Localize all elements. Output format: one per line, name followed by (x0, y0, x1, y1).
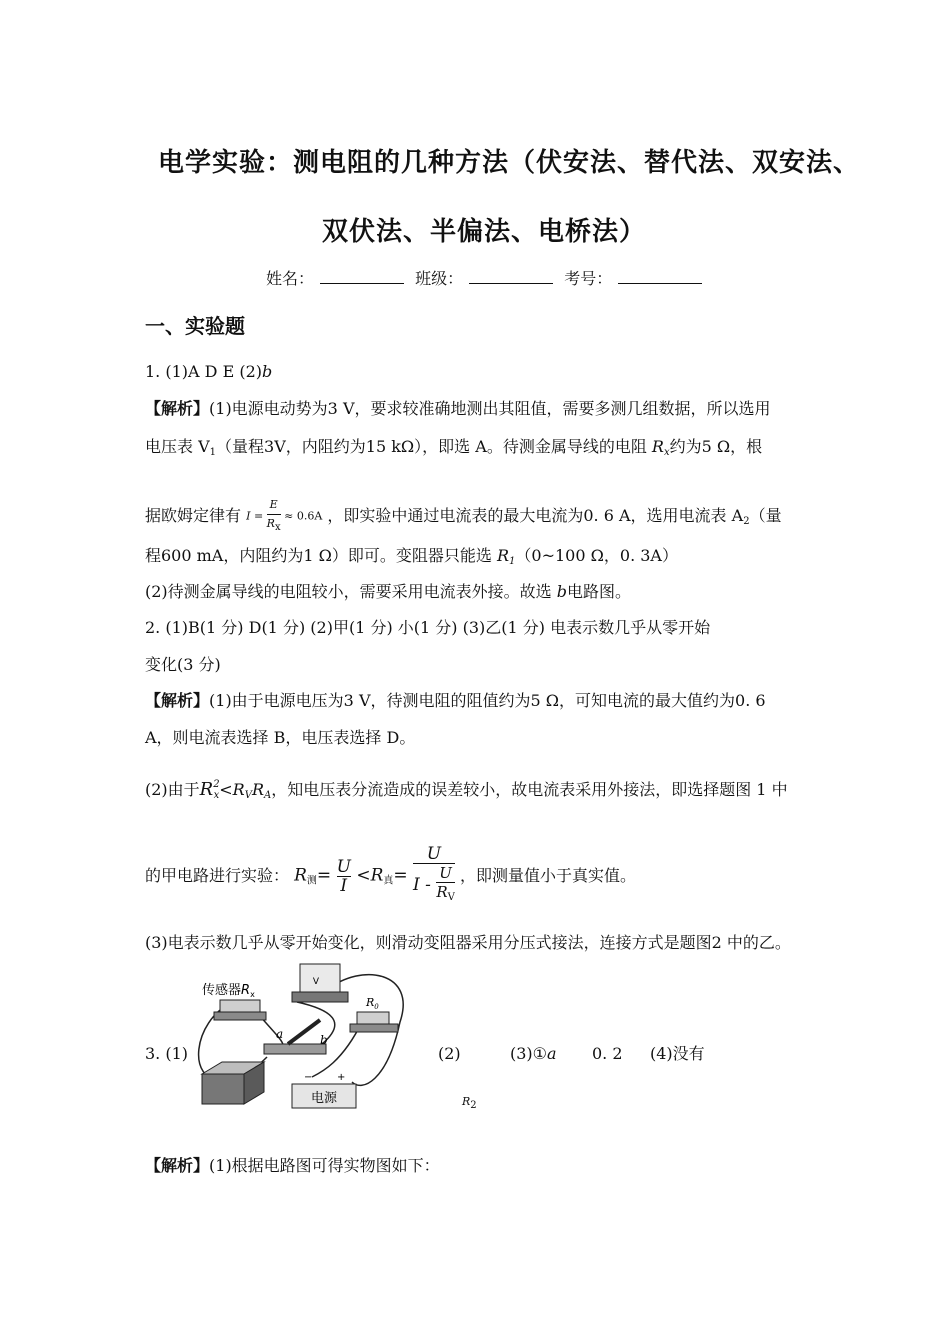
true-sub: 真 (383, 875, 394, 887)
name-blank (320, 269, 404, 284)
q1-answer-text: 1. (1)A D E (2) (145, 362, 262, 381)
class-label: 班级： (415, 269, 464, 288)
u-over-i (337, 858, 351, 895)
q3-part3-value: 0. 2 (592, 1044, 623, 1063)
q1-text-5a: (2)待测金属导线的电阻较小，需要采用电流表外接。故选 (145, 582, 557, 601)
formula-num (267, 496, 281, 514)
q1-text-2a: 电压表 V (145, 437, 210, 456)
formula-approx: ≈ 0.6A (284, 509, 323, 523)
q1-analysis-line5 (145, 581, 631, 603)
r-true: R (370, 865, 384, 886)
q3-part3 (510, 1043, 557, 1065)
big-frac (413, 845, 455, 907)
frac-den: I (337, 876, 351, 895)
q1-analysis-line2 (145, 436, 762, 464)
meas-sub: 测 (306, 875, 317, 887)
r2-sub: 2 (470, 1100, 477, 1111)
formula-i: I = (246, 509, 264, 523)
r-meas: R (294, 865, 307, 886)
analysis-tag: 【解析】 (145, 399, 210, 418)
rv-symbol: $R_VR_A$ (232, 780, 272, 801)
analysis-tag: 【解析】 (145, 1156, 210, 1175)
q2-text-3b: ，知电压表分流造成的误差较小，故电流表采用外接法，即选择题图 1 中 (271, 780, 788, 799)
q1-analysis-line1 (145, 398, 771, 420)
power-label: 电源 (310, 1091, 338, 1106)
q2-text-4b: ，即测量值小于真实值。 (459, 866, 636, 885)
switch-lever (288, 1020, 320, 1044)
r2-r: R (462, 1095, 471, 1108)
r1-symbol: $R_1$ (496, 546, 516, 567)
q2-answer-line2: 变化(3 分) (145, 655, 221, 674)
q1-text-2b: （量程3V，内阻约为15 kΩ），即选 A。待测金属导线的电阻 (216, 437, 652, 456)
class-blank (469, 269, 553, 284)
q1-analysis-line3 (145, 496, 782, 537)
rx-symbol: $R_x$ (651, 437, 670, 458)
q2-analysis-line2: A，则电流表选择 B，电压表选择 D。 (145, 728, 416, 747)
voltmeter-label: V (312, 977, 320, 987)
q3-part3-a: a (547, 1044, 557, 1063)
switch-base (264, 1044, 326, 1054)
q2-analysis-line4 (145, 845, 636, 915)
lt-sign: < (219, 780, 233, 799)
q3-part3-label: (3)① (510, 1044, 548, 1063)
v1-subscript: 1 (209, 447, 217, 458)
document-title-line1: 电学实验：测电阻的几种方法（伏安法、替代法、双安法、 (158, 148, 861, 178)
document-title-line2: 双伏法、半偏法、电桥法） (322, 217, 647, 247)
q1-analysis-line4 (145, 545, 678, 573)
q1-text-1: (1)电源电动势为3 V，要求较准确地测出其阻值，需要多测几组数据，所以选用 (209, 399, 771, 418)
r0-resistor (357, 1012, 389, 1024)
switch-b-label: b (320, 1033, 328, 1047)
voltmeter (300, 964, 340, 992)
id-label: 考号： (564, 269, 613, 288)
switch-a-label: a (276, 1027, 284, 1041)
q1-text-3a: 据欧姆定律有 (145, 506, 242, 525)
sensor-label: 传感器$R_x$ (202, 983, 255, 999)
q1-text-5b: 电路图。 (567, 582, 632, 601)
q3-analysis-text: (1)根据电路图可得实物图如下： (209, 1156, 440, 1175)
r0-label: $R_0$ (366, 996, 379, 1011)
formula-den: Rx (267, 514, 281, 537)
r2-label (462, 1095, 477, 1111)
frac-num: U (336, 856, 351, 877)
formula-frac (267, 496, 281, 537)
q2-text-3a: (2)由于 (145, 780, 200, 799)
plus-label: + (337, 1072, 346, 1083)
q1-text-4b: （0~100 Ω，0. 3A） (515, 546, 678, 565)
q2-text-4a: 的甲电路进行实验： (145, 866, 290, 885)
formula-r: R (266, 517, 275, 530)
ohm-formula (246, 496, 322, 537)
formula-e: E (269, 498, 278, 511)
q1-text-2c: 约为5 Ω，根 (669, 437, 763, 456)
q2-analysis-line5: (3)电表示数几乎从零开始变化，则滑动变阻器采用分压式接法，连接方式是题图2 中的乙。 (145, 933, 791, 952)
q3-part2: (2) (438, 1044, 461, 1063)
q2-answer-line1: 2. (1)B(1 分) D(1 分) (2)甲(1 分) 小(1 分) (3)乙(1 分) 电表示数几乎从零开始 (145, 618, 711, 637)
rx2-symbol: $R^2_x$ (199, 779, 220, 801)
voltmeter-base (292, 992, 348, 1002)
q2-text-1: (1)由于电源电压为3 V，待测电阻的阻值约为5 Ω，可知电流的最大值约为0. 6 (209, 691, 766, 710)
q2-analysis-line3 (145, 774, 788, 807)
id-blank (618, 269, 702, 284)
q2-analysis-line1 (145, 690, 766, 712)
circuit-diagram (192, 962, 422, 1112)
q3-part4: (4)没有 (650, 1044, 705, 1063)
section-heading: 一、实验题 (145, 314, 245, 338)
student-info-row (266, 268, 708, 290)
q1-text-3c: （量 (749, 506, 782, 525)
q3-number: 3. (1) (145, 1044, 189, 1063)
q1-text-3b: ，即实验中通过电流表的最大电流为0. 6 A，选用电流表 A (327, 506, 744, 525)
analysis-tag: 【解析】 (145, 691, 210, 710)
big-frac-den: I - $\frac{U}{R_V}$ (413, 863, 455, 907)
q1-answer (145, 361, 272, 383)
measure-formula (294, 845, 455, 907)
q1-text-4a: 程600 mA，内阻约为1 Ω）即可。变阻器只能选 (145, 546, 497, 565)
eq-sign: = (316, 865, 332, 886)
lt-sign-2: < (356, 865, 371, 886)
q1-b: b (556, 582, 568, 601)
a2-subscript: 2 (743, 516, 750, 527)
sensor-base (214, 1012, 266, 1020)
minus-label: − (304, 1072, 313, 1083)
name-label: 姓名： (266, 269, 315, 288)
r0-base (350, 1024, 398, 1032)
q1-answer-b: b (262, 362, 273, 381)
q3-analysis (145, 1155, 440, 1177)
eq-sign-2: = (393, 865, 408, 886)
big-frac-num: U (426, 844, 442, 864)
rheostat-front (202, 1074, 244, 1104)
